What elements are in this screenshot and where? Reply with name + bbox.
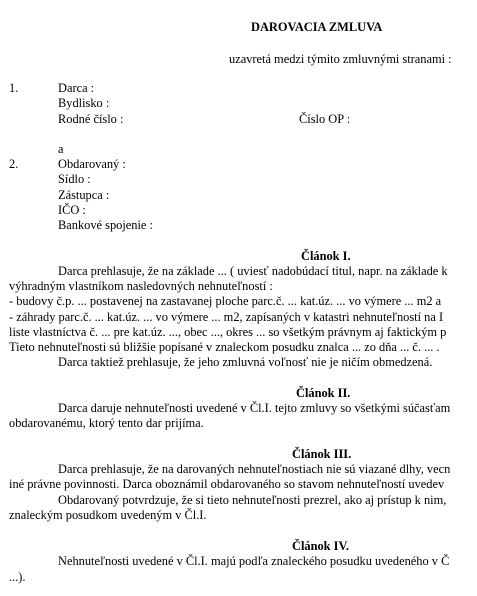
article-4-heading: Článok IV. [292,539,349,553]
article-3-line: iné právne povinnosti. Darca oboznámil obdarovaného so stavom nehnuteľností uvedev [9,477,445,491]
article-3-line: znaleckým posudkom uvedeným v Čl.I. [9,508,207,522]
article-1-line: - záhrady parc.č. ... kat.úz. ... vo výmere ... m2, zapísaných v katastri nehnuteľností na I [9,310,444,324]
article-2-heading: Článok II. [296,386,351,400]
article-3-heading: Článok III. [292,447,352,461]
article-1-line: Darca taktiež prehlasuje, že jeho zmluvná voľnosť nie je ničím obmedzená. [58,355,433,369]
article-3-line: Darca prehlasuje, že na darovaných nehnuteľnostiach nie sú viazané dlhy, vecn [58,462,451,476]
party-1-darca-label: Darca : [58,81,95,95]
article-1-heading: Článok I. [301,249,351,263]
article-4-line: Nehnuteľnosti uvedené v Čl.I. majú podľa znaleckého posudku uvedeného v Č [58,554,450,568]
party-2-number: 2. [9,157,19,171]
party-2-obdarovany-label: Obdarovaný : [58,157,126,171]
party-1-bydlisko-label: Bydlisko : [58,96,110,110]
article-2-line: Darca daruje nehnuteľnosti uvedené v Čl.I. tejto zmluvy so všetkými súčasťam [58,401,451,415]
article-1-line: Darca prehlasuje, že na základe ... ( uviesť nadobúdací titul, napr. na základe k [58,264,448,278]
party-1-number: 1. [9,81,19,95]
article-1-line: - budovy č.p. ... postavenej na zastavanej ploche parc.č. ... kat.úz. ... vo výmere ... m2 a [9,294,442,308]
party-1-rodne-cislo-label: Rodné číslo : [58,112,124,126]
article-2-line: obdarovanému, ktorý tento dar prijíma. [9,416,204,430]
conjunction-a: a [58,142,64,156]
article-1-line: výhradným vlastníkom nasledovných nehnuteľností : [9,279,273,293]
document-subtitle: uzavretá medzi týmito zmluvnými stranami : [229,52,452,66]
article-1-line: liste vlastníctva č. ... pre kat.úz. ..., obec ..., okres ... so všetkým právnym aj faktickým p [9,325,447,339]
document-title: DAROVACIA ZMLUVA [251,20,383,34]
party-2-zastupca-label: Zástupca : [58,188,110,202]
party-2-sidlo-label: Sídlo : [58,172,91,186]
article-3-line: Obdarovaný potvrdzuje, že si tieto nehnuteľnosti prezrel, ako aj prístup k nim, [58,493,447,507]
party-1-cislo-op-label: Číslo OP : [299,112,351,126]
article-1-line: Tieto nehnuteľnosti sú bližšie popísané v znaleckom posudku znalca ... zo dňa ... č. ... . [9,340,440,354]
article-4-line: ...). [9,570,26,584]
party-2-banka-label: Bankové spojenie : [58,218,153,232]
party-2-ico-label: IČO : [58,203,86,217]
